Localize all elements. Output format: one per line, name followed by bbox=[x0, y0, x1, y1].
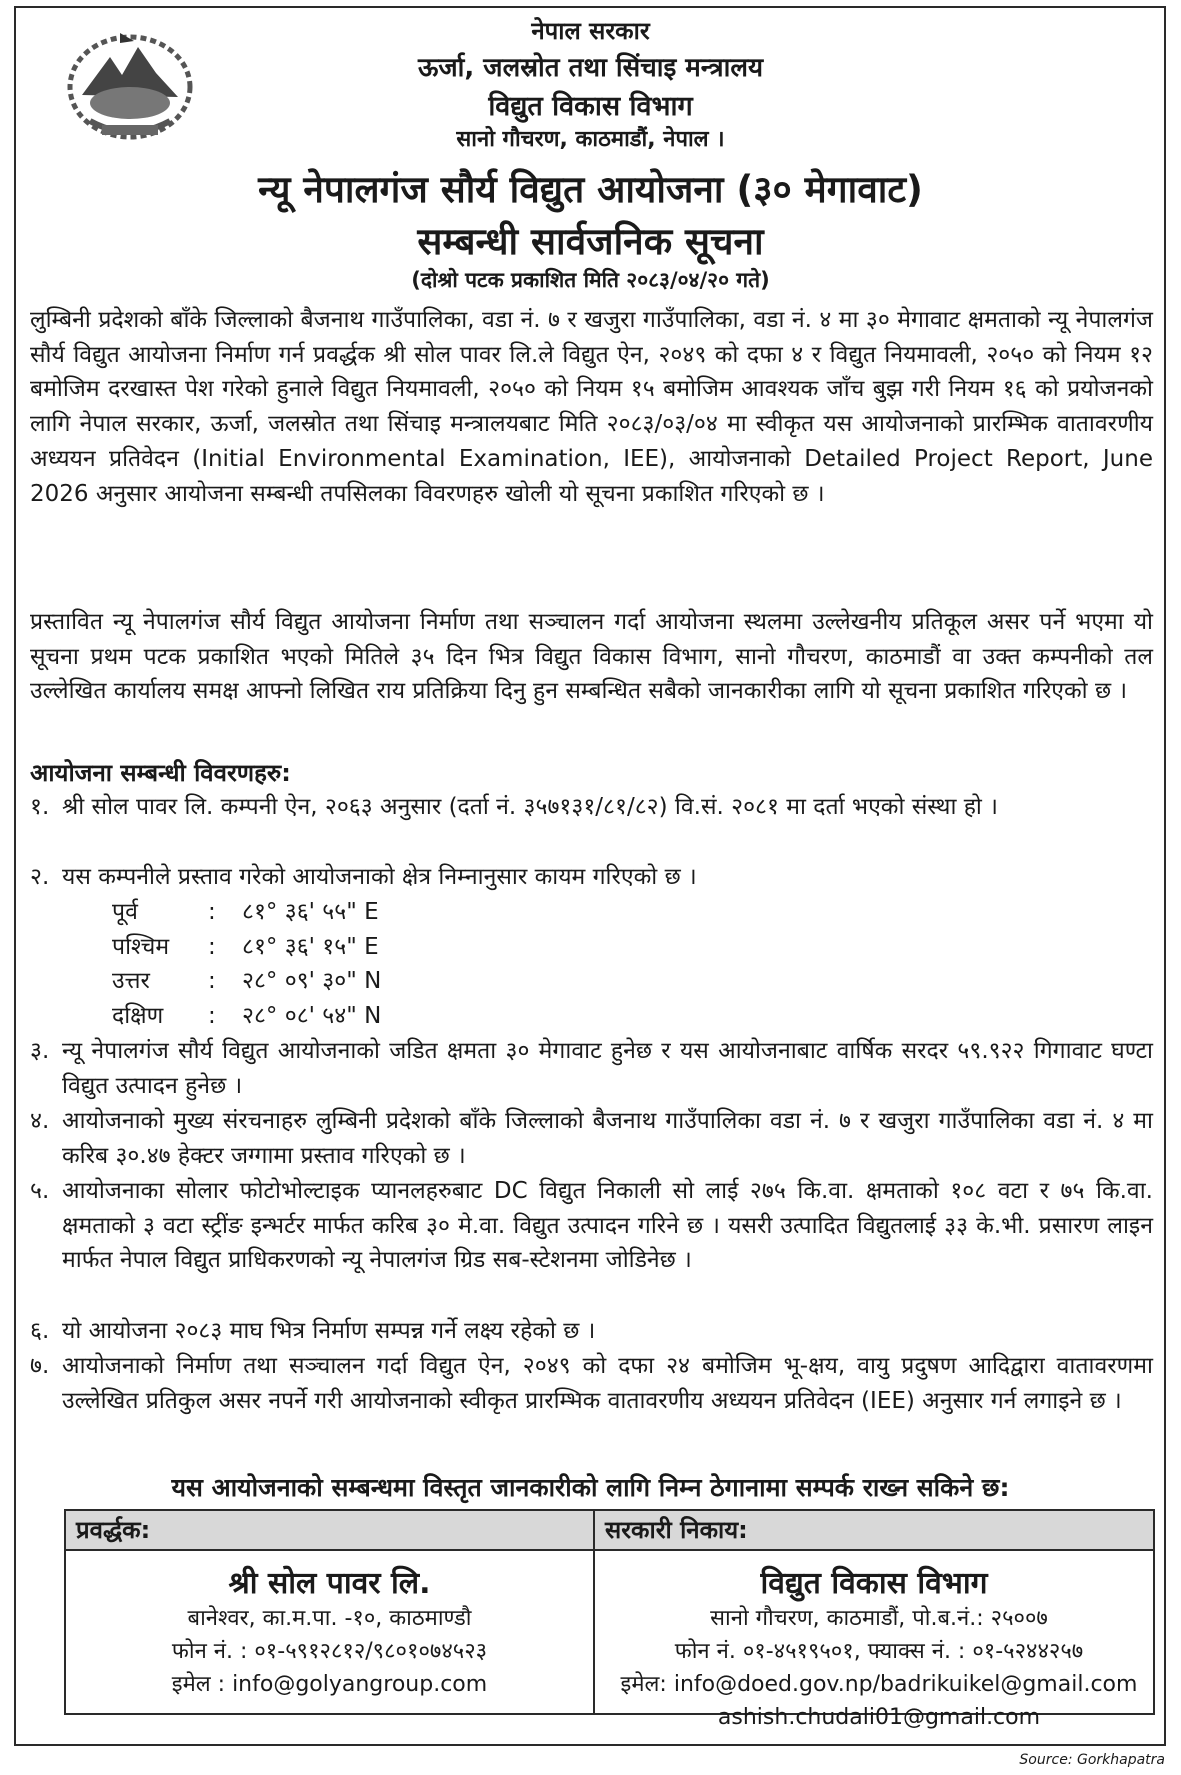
item-number: ३. bbox=[30, 1038, 50, 1064]
item-text: न्यू नेपालगंज सौर्य विद्युत आयोजनाको जडित क्षमता ३० मेगावाट हुनेछ र यस आयोजनाबाट वार्षिक सरदर ५९.९२२ गिगावाट घण्टा विद्युत उत्पादन हुनेछ । bbox=[62, 1038, 1153, 1099]
government-label: नेपाल सरकार bbox=[531, 17, 650, 45]
contact-heading: यस आयोजनाको सम्बन्धमा विस्तृत जानकारीको लागि निम्न ठेगानामा सम्पर्क राख्न सकिने छ: bbox=[171, 1473, 1010, 1502]
coordinate-separator: : bbox=[208, 933, 216, 960]
government-email-secondary: ashish.chudali01@gmail.com bbox=[717, 1705, 1041, 1730]
item-number: ७. bbox=[30, 1353, 50, 1379]
list-item bbox=[30, 1104, 1153, 1173]
coordinate-row bbox=[112, 930, 381, 965]
government-phone: फोन नं. ०१-४५१९५०१, फ्याक्स नं. : ०१-५२४४२५७ bbox=[674, 1639, 1084, 1664]
list-item bbox=[30, 1349, 1153, 1418]
comment-paragraph: प्रस्तावित न्यू नेपालगंज सौर्य विद्युत आयोजना निर्माण तथा सञ्चालन गर्दा आयोजना स्थलमा उल्लेखनीय प्रतिकूल असर पर्ने भएमा यो सूचना प्रथम पटक प्रकाशित भएको मितिले ३५ दिन भित्र विद्युत विकास विभाग, सानो गौचरण, काठमाडौं वा उक्त कम्पनीको तल उल्लेखित कार्यालय समक्ष आफ्नो लिखित राय प्रतिक्रिया दिनु हुन सम्बन्धित सबैको जानकारीका लागि यो सूचना प्रकाशित गरिएको छ । bbox=[30, 609, 1153, 705]
coordinate-label: पश्चिम bbox=[112, 933, 170, 960]
item-text: यस कम्पनीले प्रस्ताव गरेको आयोजनाको क्षेत्र निम्नानुसार कायम गरिएको छ । bbox=[62, 864, 697, 890]
government-office-name: विद्युत विकास विभाग bbox=[760, 1566, 988, 1601]
promoter-email: इमेल : info@golyangroup.com bbox=[171, 1672, 488, 1697]
item-number: २. bbox=[30, 864, 50, 890]
department-name: विद्युत विकास विभाग bbox=[488, 91, 693, 122]
promoter-column bbox=[66, 1511, 595, 1713]
coordinate-value: २८° ०९' ३०" N bbox=[242, 968, 382, 995]
coordinate-separator: : bbox=[208, 968, 216, 995]
coordinate-row bbox=[112, 999, 381, 1034]
coordinate-value: ८१° ३६' १५" E bbox=[242, 933, 379, 960]
list-item bbox=[30, 1174, 1153, 1278]
government-address: सानो गौचरण, काठमाडौं, पो.ब.नं.: २५००७ bbox=[710, 1606, 1048, 1631]
coordinate-value: ८१° ३६' ५५" E bbox=[242, 899, 379, 925]
ministry-name: ऊर्जा, जलस्रोत तथा सिंचाइ मन्त्रालय bbox=[417, 53, 764, 83]
promoter-name: श्री सोल पावर लि. bbox=[228, 1566, 431, 1601]
coordinate-label: पूर्व bbox=[112, 899, 138, 925]
source-credit: Source: Gorkhapatra bbox=[1019, 1752, 1165, 1768]
coordinate-label: उत्तर bbox=[112, 968, 150, 995]
item-number: ६. bbox=[30, 1318, 50, 1344]
government-email: इमेल: info@doed.gov.np/badrikuikel@gmail.com bbox=[620, 1672, 1138, 1697]
coordinate-label: दक्षिण bbox=[112, 1003, 164, 1030]
notice-title: न्यू नेपालगंज सौर्य विद्युत आयोजना (३० मेगावाट) bbox=[258, 168, 923, 211]
item-number: १. bbox=[30, 794, 50, 820]
details-heading: आयोजना सम्बन्धी विवरणहरु: bbox=[30, 759, 291, 787]
promoter-header: प्रवर्द्धक: bbox=[66, 1511, 593, 1551]
item-text: आयोजनाको मुख्य संरचनाहरु लुम्बिनी प्रदेशको बाँके जिल्लाको बैजनाथ गाउँपालिका वडा नं. ७ र खजुरा गाउँपालिका वडा नं. ४ मा करिब ३०.४७ हेक्टर जग्गामा प्रस्ताव गरिएको छ । bbox=[62, 1108, 1153, 1169]
publication-date: (दोश्रो पटक प्रकाशित मिति २०८३/०४/२० गते) bbox=[411, 268, 770, 292]
notice-subtitle: सम्बन्धी सार्वजनिक सूचना bbox=[417, 220, 764, 263]
item-text: यो आयोजना २०८३ माघ भित्र निर्माण सम्पन्न गर्ने लक्ष्य रहेको छ । bbox=[62, 1318, 596, 1344]
promoter-phone: फोन नं. : ०१-५९१२८१२/९८०१०७४५२३ bbox=[171, 1639, 488, 1664]
government-column bbox=[595, 1511, 1153, 1730]
promoter-address: बानेश्वर, का.म.पा. -१०, काठमाण्डौ bbox=[187, 1606, 472, 1631]
contact-table bbox=[64, 1509, 1155, 1730]
item-number: ४. bbox=[30, 1108, 50, 1134]
government-header: सरकारी निकाय: bbox=[595, 1511, 1153, 1551]
list-item bbox=[30, 1314, 1153, 1349]
list-item bbox=[30, 790, 1153, 825]
item-text: आयोजनाका सोलार फोटोभोल्टाइक प्यानलहरुबाट DC विद्युत निकाली सो लाई २७५ कि.वा. क्षमताको १०८ वटा र ७५ कि.वा. क्षमताको ३ वटा स्ट्रींङ इन्भर्टर मार्फत करिब ३० मे.वा. विद्युत उत्पादन गरिने छ । यसरी उत्पादित विद्युतलाई ३३ के.भी. प्रसारण लाइन मार्फत नेपाल विद्युत प्राधिकरणको न्यू नेपालगंज ग्रिड सब-स्टेशनमा जोडिनेछ । bbox=[62, 1178, 1153, 1274]
item-text: आयोजनाको निर्माण तथा सञ्चालन गर्दा विद्युत ऐन, २०४९ को दफा २४ बमोजिम भू-क्षय, वायु प्रदुषण आदिद्वारा वातावरणमा उल्लेखित प्रतिकुल असर नपर्ने गरी आयोजनाको स्वीकृत प्रारम्भिक वातावरणीय अध्ययन प्रतिवेदन (IEE) अनुसार गर्न लगाइने छ । bbox=[62, 1353, 1153, 1414]
coordinate-separator: : bbox=[208, 1003, 216, 1030]
item-text: श्री सोल पावर लि. कम्पनी ऐन, २०६३ अनुसार (दर्ता नं. ३५७१३१/८१/८२) वि.सं. २०८१ मा दर्ता भएको संस्था हो । bbox=[62, 794, 998, 820]
item-number: ५. bbox=[30, 1178, 50, 1204]
coordinate-row bbox=[112, 895, 381, 930]
list-item bbox=[30, 860, 1153, 895]
coordinate-row bbox=[112, 964, 381, 999]
intro-paragraph: लुम्बिनी प्रदेशको बाँके जिल्लाको बैजनाथ गाउँपालिका, वडा नं. ७ र खजुरा गाउँपालिका, वडा नं. ४ मा ३० मेगावाट क्षमताको न्यू नेपालगंज सौर्य विद्युत आयोजना निर्माण गर्न प्रवर्द्धक श्री सोल पावर लि.ले विद्युत ऐन, २०४९ को दफा ४ र विद्युत नियमावली, २०५० को नियम १२ बमोजिम दरखास्त पेश गरेको हुनाले विद्युत नियमावली, २०५० को नियम १५ बमोजिम आवश्यक जाँच बुझ गरी नियम १६ को प्रयोजनको लागि नेपाल सरकार, ऊर्जा, जलस्रोत तथा सिंचाइ मन्त्रालयबाट मिति २०८३/०३/०४ मा स्वीकृत यस आयोजनाको प्रारम्भिक वातावरणीय अध्ययन प्रतिवेदन (Initial Environmental Examination, IEE), आयोजनाको Detailed Project Report, June 2026 अनुसार आयोजना सम्बन्धी तपसिलका विवरणहरु खोली यो सूचना प्रकाशित गरिएको छ । bbox=[30, 307, 1153, 507]
coordinate-separator: : bbox=[208, 899, 216, 925]
list-item bbox=[30, 1034, 1153, 1103]
coordinate-value: २८° ०८' ५४" N bbox=[242, 1003, 382, 1030]
coordinates-list bbox=[112, 895, 381, 1034]
department-address: सानो गौचरण, काठमाडौं, नेपाल । bbox=[456, 127, 725, 152]
